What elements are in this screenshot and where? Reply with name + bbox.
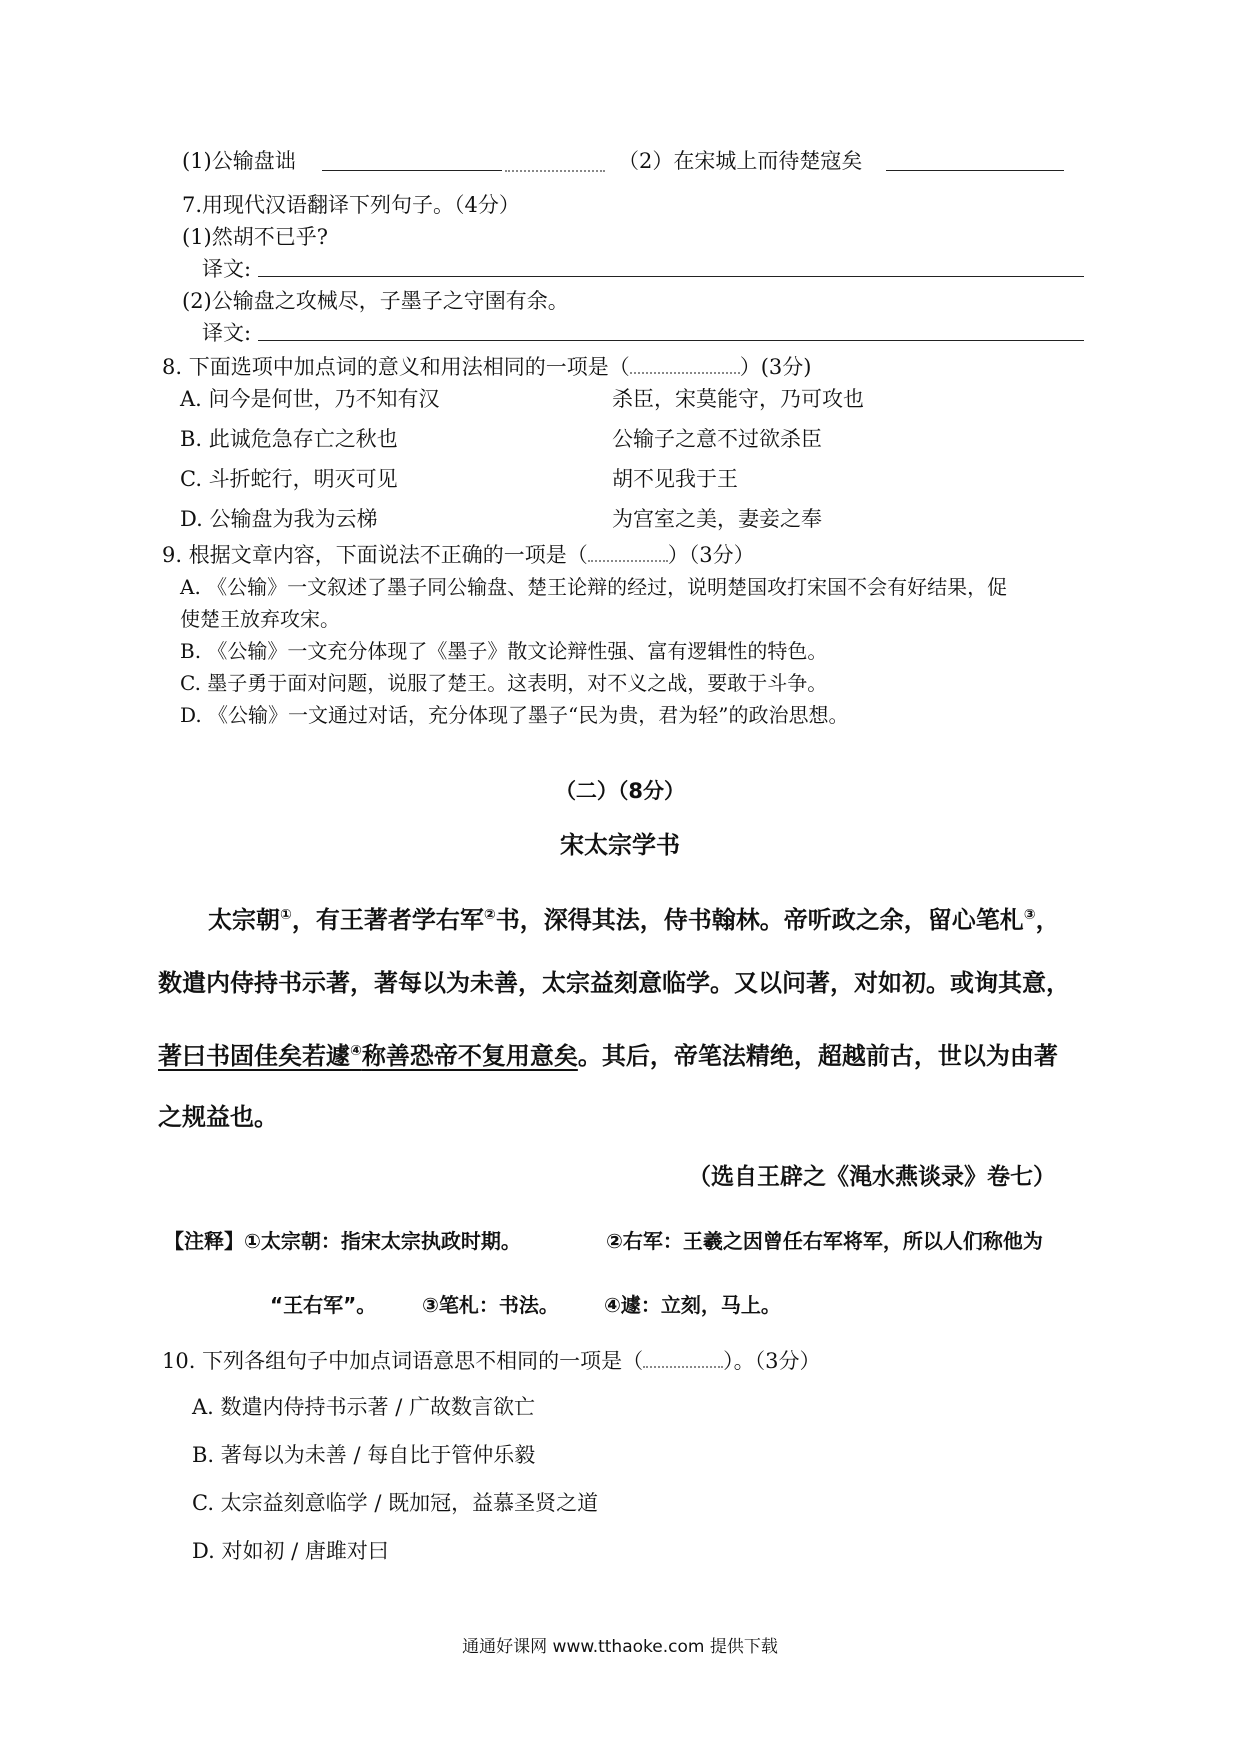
underlined-sentence: 著曰书固佳矣若遽④称善恐帝不复用意矣 [158,1042,578,1070]
q8-option-b-left: B. 此诚危急存亡之秋也 [180,427,398,451]
page-footer: 通通好课网 www.tthaoke.com 提供下载 [462,1637,778,1657]
q8-option-c-left: C. 斗折蛇行，明灭可见 [180,467,398,491]
q10-answer-blank[interactable] [643,1348,723,1368]
note-3: ③笔札：书法。 [422,1293,559,1317]
q7-translation-label-1: 译文: [202,257,252,281]
q10-option-c: C. 太宗益刻意临学 / 既加冠，益慕圣贤之道 [192,1491,599,1515]
q7-translation-label-2: 译文: [202,321,252,345]
passage-line-3: 著曰书固佳矣若遽④称善恐帝不复用意矣。其后，帝笔法精绝，超越前古，世以为由著 [158,1042,1058,1070]
q9-option-a-line2: 使楚王放弃攻宋。 [180,607,340,631]
q10-option-b: B. 著每以为未善 / 每自比于管仲乐毅 [192,1443,536,1467]
q8-option-d-left: D. 公输盘为我为云梯 [180,507,378,531]
passage-line-2: 数遣内侍持书示著，著每以为未善，太宗益刻意临学。又以问著，对如初。或询其意， [158,969,1070,997]
passage-line-1: 太宗朝①，有王著者学右军②书，深得其法，侍书翰林。帝听政之余，留心笔札③， [208,906,1060,934]
q8-option-a-right: 杀臣，宋莫能守，乃可攻也 [612,387,864,411]
q8-option-a-left: A. 问今是何世，乃不知有汉 [180,387,440,411]
note-2-cont: “王右军”。 [270,1293,377,1317]
note-ref-3: ③ [1023,907,1036,923]
note-ref-1: ① [280,907,292,923]
passage-title: 宋太宗学书 [560,831,680,859]
q10-option-d: D. 对如初 / 唐雎对曰 [192,1539,389,1563]
q6-answer-blank-1[interactable] [322,170,502,171]
note-ref-2: ② [483,907,496,923]
q7-sentence-2: (2)公输盘之攻械尽，子墨子之守圉有余。 [182,289,569,313]
q6-answer-blank-2[interactable] [886,170,1064,171]
q8-stem: 8. 下面选项中加点词的意义和用法相同的一项是（ ）(3分) [162,355,812,379]
q9-answer-blank[interactable] [588,542,668,562]
q8-option-c-right: 胡不见我于王 [612,467,738,491]
q8-option-d-right: 为宫室之美，妻妾之奉 [612,507,822,531]
q6-dots-1 [505,170,605,172]
q7-sentence-1: (1)然胡不已乎? [182,225,329,249]
q7-stem: 7.用现代汉语翻译下列句子。（4分） [182,193,520,217]
q10-option-a: A. 数遣内侍持书示著 / 广故数言欲亡 [192,1395,535,1419]
note-ref-4: ④ [350,1043,362,1059]
q9-option-a-line1: A. 《公输》一文叙述了墨子同公输盘、楚王论辩的经过，说明楚国攻打宋国不会有好结果，促 [180,575,1008,599]
note-2: ②右军：王羲之因曾任右军将军，所以人们称他为 [606,1229,1043,1253]
q9-option-d: D. 《公输》一文通过对话，充分体现了墨子“民为贵，君为轻”的政治思想。 [180,703,849,727]
q9-stem: 9. 根据文章内容，下面说法不正确的一项是（ ）（3分） [162,543,755,567]
q8-answer-blank[interactable] [630,354,740,374]
q7-translation-line-2[interactable] [258,340,1084,341]
passage-source: （选自王辟之《渑水燕谈录》卷七） [688,1164,1056,1190]
note-1: 【注释】①太宗朝：指宋太宗执政时期。 [164,1229,521,1253]
q10-stem: 10. 下列各组句子中加点词语意思不相同的一项是（ ）。（3分） [162,1349,821,1373]
passage-line-4: 之规益也。 [158,1103,278,1131]
q6-part1: (1)公输盘诎 [182,149,296,173]
q9-option-b: B. 《公输》一文充分体现了《墨子》散文论辩性强、富有逻辑性的特色。 [180,639,828,663]
section-heading: （二）（8分） [554,779,686,803]
q7-translation-line-1[interactable] [258,276,1084,277]
q6-part2: （2）在宋城上而待楚寇矣 [618,149,863,173]
note-4: ④遽：立刻，马上。 [604,1293,781,1317]
q9-option-c: C. 墨子勇于面对问题，说服了楚王。这表明，对不义之战，要敢于斗争。 [180,671,828,695]
q8-option-b-right: 公输子之意不过欲杀臣 [612,427,822,451]
